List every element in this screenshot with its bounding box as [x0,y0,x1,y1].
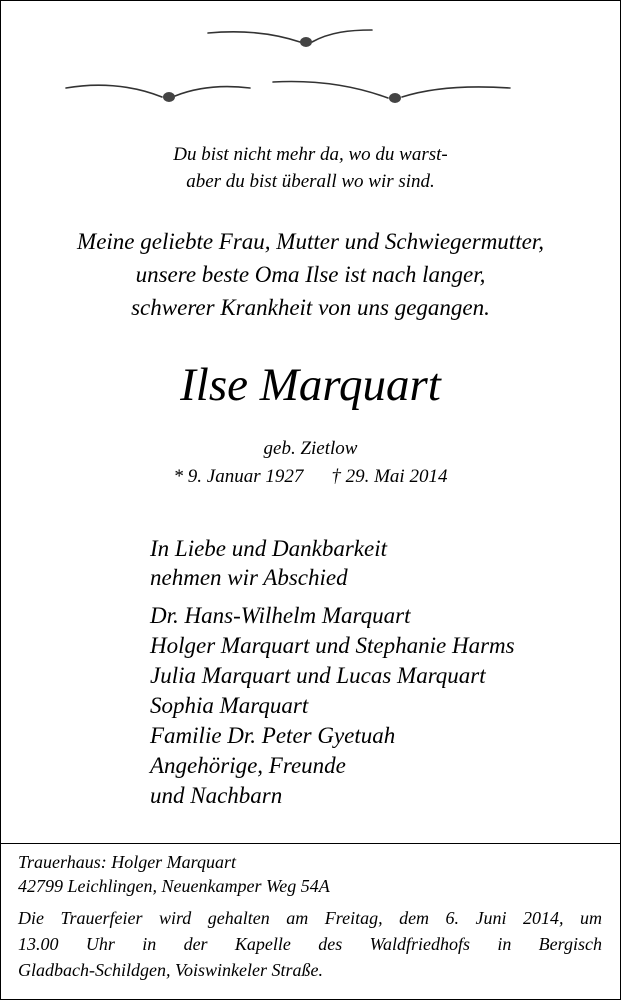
flying-birds-icon [0,0,621,120]
motto-line: aber du bist überall wo wir sind. [186,171,435,192]
birth-name: geb. Zietlow [263,438,358,459]
mourning-house-address: 42799 Leichlingen, Neuenkamper Weg 54A [18,876,330,896]
bird-icon [208,30,372,47]
death-date: † 29. Mai 2014 [331,466,448,487]
life-dates [0,466,621,488]
mourner-name: Angehörige, Freunde [150,753,346,778]
intro-line: schwerer Krankheit von uns gegangen. [131,295,490,320]
mourner-name: Dr. Hans-Wilhelm Marquart [150,603,411,628]
intro-line: unsere beste Oma Ilse ist nach langer, [135,262,486,287]
deceased-name: Ilse Marquart [180,359,441,411]
mourner-name: Familie Dr. Peter Gyetuah [150,723,396,748]
ceremony-line: Gladbach-Schildgen, Voiswinkeler Straße. [18,960,323,980]
birth-date: * 9. Januar 1927 [173,466,304,487]
bird-icon [66,85,250,102]
intro-line: Meine geliebte Frau, Mutter und Schwiegermutter, [77,229,544,254]
mourner-name: Sophia Marquart [150,693,309,718]
motto-line: Du bist nicht mehr da, wo du warst- [173,144,448,165]
divider [0,843,621,844]
mourning-house: Trauerhaus: Holger Marquart [18,852,237,872]
bird-icon [273,82,510,103]
mourner-name: Julia Marquart und Lucas Marquart [150,663,486,688]
mourner-name: und Nachbarn [150,783,283,808]
farewell-line: In Liebe und Dankbarkeit [150,536,387,561]
ceremony-line: Die Trauerfeier wird gehalten am Freitag, dem 6. Juni 2014, um [18,908,602,928]
farewell-line: nehmen wir Abschied [150,565,348,590]
ceremony-line: 13.00 Uhr in der Kapelle des Waldfriedhofs in Bergisch [18,934,602,954]
mourner-name: Holger Marquart und Stephanie Harms [150,633,515,658]
